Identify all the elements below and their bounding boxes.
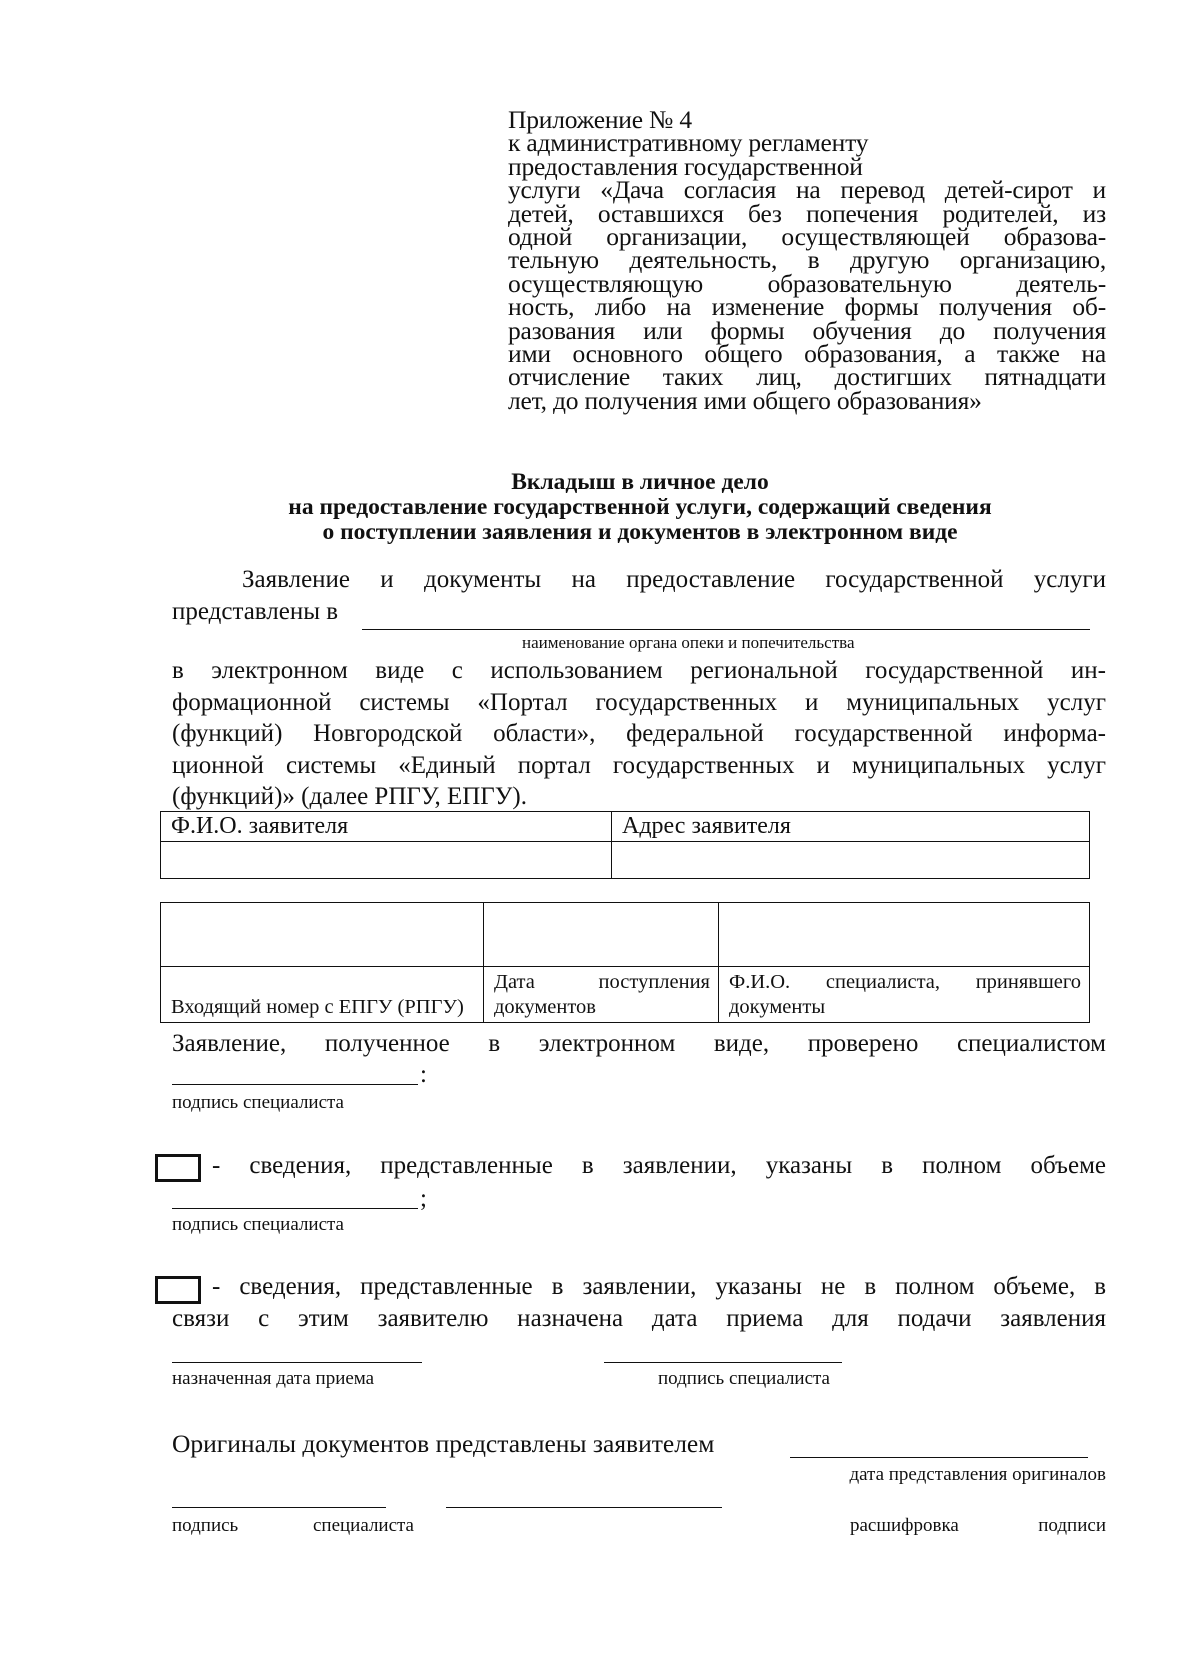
applicant-address-cell[interactable] xyxy=(612,842,1090,879)
intro-line: ционной системы «Единый портал государственных и муниципальных услуг xyxy=(172,751,1106,779)
incoming-number-header: Входящий номер с ЕПГУ (РПГУ) xyxy=(161,967,484,1023)
authority-caption: наименование органа опеки и попечительства xyxy=(522,633,855,652)
appointed-date-field[interactable] xyxy=(172,1362,422,1363)
intro-paragraph-rest xyxy=(172,655,1106,813)
incoming-number-cell[interactable] xyxy=(161,903,484,967)
partial-data-signature-caption: подпись специалиста xyxy=(658,1368,830,1389)
applicant-name-cell[interactable] xyxy=(161,842,612,879)
appointed-date-caption: назначенная дата приема xyxy=(172,1368,375,1389)
document-title xyxy=(160,470,1120,545)
appendix-line: отчисление таких лиц, достигших пятнадцати xyxy=(508,362,1106,392)
partial-data-statement xyxy=(212,1271,1106,1303)
check-signature-caption: подпись специалиста xyxy=(172,1092,344,1113)
appendix-line: ность, либо на изменение формы получения об- xyxy=(508,292,1106,322)
appendix-line: детей, оставшихся без попечения родителей, из xyxy=(508,198,1106,228)
appendix-line: к административному регламенту xyxy=(508,128,869,158)
full-data-checkbox[interactable] xyxy=(155,1154,201,1182)
appendix-line: лет, до получения ими общего образования» xyxy=(508,385,982,415)
partial-data-statement-2 xyxy=(172,1303,1106,1335)
appendix-line: ими основного общего образования, а также на xyxy=(508,339,1106,369)
originals-decode-caption: расшифровка подписи xyxy=(850,1515,1106,1536)
partial-data-line: связи с этим заявителю назначена дата приема для подачи заявления xyxy=(172,1305,1106,1332)
intro-paragraph xyxy=(172,564,1106,596)
appendix-line: услуги «Дача согласия на перевод детей-сирот и xyxy=(508,175,1106,205)
receipt-date-cell[interactable] xyxy=(484,903,719,967)
specialist-name-cell[interactable] xyxy=(719,903,1090,967)
check-signature-field[interactable] xyxy=(172,1084,418,1085)
applicant-address-header: Адрес заявителя xyxy=(612,812,1090,842)
intro-line: в электронном виде с использованием региональной государственной ин- xyxy=(172,657,1106,684)
intro-line: формационной системы «Портал государственных и муниципальных услуг xyxy=(172,688,1106,716)
registration-table xyxy=(160,902,1090,1023)
appendix-line: осуществляющую образовательную деятель- xyxy=(508,268,1106,298)
originals-signature-caption: подпись специалиста xyxy=(172,1515,414,1536)
full-data-signature-caption: подпись специалиста xyxy=(172,1214,344,1235)
intro-line: Заявление и документы на предоставление государственной услуги xyxy=(242,566,1106,593)
full-data-statement xyxy=(212,1150,1106,1182)
partial-data-line: - сведения, представленные в заявлении, указаны не в полном объеме, в xyxy=(212,1273,1106,1300)
appendix-block xyxy=(508,105,1106,415)
intro-line-prefix: представлены в xyxy=(172,598,339,625)
originals-date-field[interactable] xyxy=(790,1457,1088,1458)
applicant-table xyxy=(160,811,1090,879)
originals-signature-field[interactable] xyxy=(172,1507,386,1508)
check-statement xyxy=(172,1028,1106,1060)
partial-data-signature-field[interactable] xyxy=(604,1362,842,1363)
full-data-semicolon: ; xyxy=(420,1185,427,1212)
applicant-name-header: Ф.И.О. заявителя xyxy=(161,812,612,842)
title-line: о поступлении заявления и документов в электронном виде xyxy=(322,519,958,545)
specialist-name-header: Ф.И.О. специалиста, принявшего документы xyxy=(719,967,1090,1023)
appendix-line: тельную деятельность, в другую организацию, xyxy=(508,245,1106,275)
appendix-line: предоставления государственной xyxy=(508,151,863,181)
originals-date-caption: дата представления оригиналов xyxy=(849,1464,1106,1485)
appendix-line: одной организации, осуществляющей образова- xyxy=(508,222,1106,252)
authority-name-field[interactable] xyxy=(362,629,1090,630)
check-line: Заявление, полученное в электронном виде, проверено специалистом xyxy=(172,1030,1106,1057)
title-line: на предоставление государственной услуги, содержащий сведения xyxy=(288,494,992,520)
receipt-date-header: Дата поступления документов xyxy=(484,967,719,1023)
originals-statement: Оригиналы документов представлены заявителем xyxy=(172,1429,715,1458)
full-data-line: - сведения, представленные в заявлении, указаны в полном объеме xyxy=(212,1152,1106,1179)
partial-data-checkbox[interactable] xyxy=(155,1276,201,1304)
appendix-heading: Приложение № 4 xyxy=(508,105,692,134)
full-data-signature-field[interactable] xyxy=(172,1208,418,1209)
check-colon: : xyxy=(420,1061,427,1088)
intro-line: (функций)» (далее РПГУ, ЕПГУ). xyxy=(172,783,528,810)
appendix-line: разования или формы обучения до получения xyxy=(508,315,1106,345)
title-line: Вкладыш в личное дело xyxy=(511,469,769,495)
intro-line: (функций) Новгородской области», федеральной государственной информа- xyxy=(172,720,1106,747)
originals-decode-field[interactable] xyxy=(446,1507,722,1508)
